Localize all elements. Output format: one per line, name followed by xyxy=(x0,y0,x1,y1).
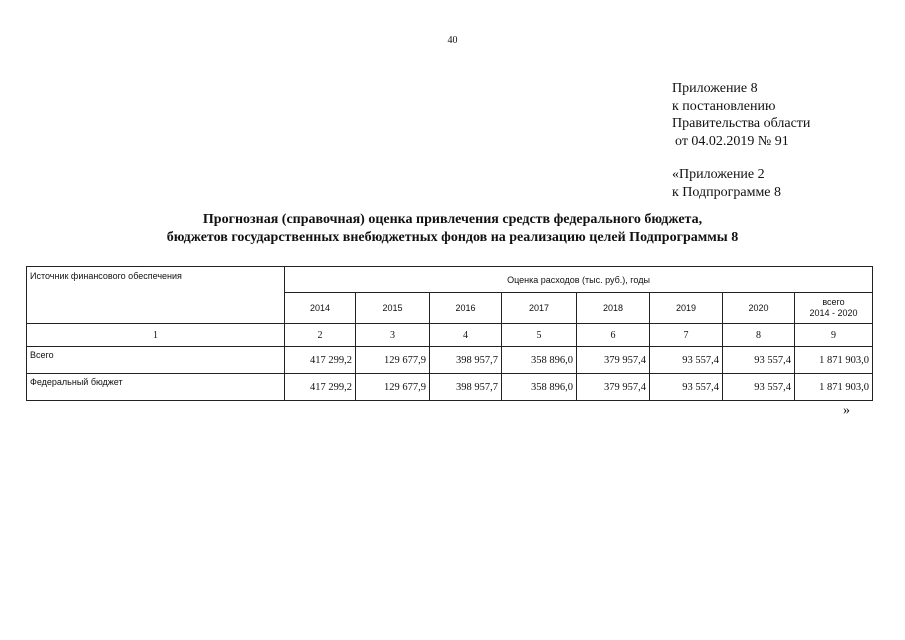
appendix-line-3: Правительства области xyxy=(672,116,811,131)
column-number: 2 xyxy=(285,324,356,347)
table-cell: 398 957,7 xyxy=(430,347,502,374)
year-header: 2016 xyxy=(430,293,502,324)
appendix-line-4: от 04.02.2019 № 91 xyxy=(675,133,789,149)
total-header-line-1: всего xyxy=(822,297,845,307)
table-cell: 129 677,9 xyxy=(356,347,430,374)
table-row-total xyxy=(27,347,873,374)
table-cell: 93 557,4 xyxy=(650,374,723,401)
column-number: 3 xyxy=(356,324,430,347)
title-line-2: бюджетов государственных внебюджетных фондов на реализацию целей Подпрограммы 8 xyxy=(166,229,739,245)
table-cell: 93 557,4 xyxy=(723,347,795,374)
table-cell: 379 957,4 xyxy=(577,347,650,374)
row-label: Всего xyxy=(27,347,285,374)
column-number: 6 xyxy=(577,324,650,347)
appendix-block xyxy=(672,80,810,201)
appendix-line-5: «Приложение 2 xyxy=(672,167,765,182)
table-cell: 93 557,4 xyxy=(723,374,795,401)
table-cell: 93 557,4 xyxy=(650,347,723,374)
table-cell: 358 896,0 xyxy=(502,347,577,374)
year-header: 2017 xyxy=(502,293,577,324)
appendix-line-1: Приложение 8 xyxy=(672,81,758,96)
table-cell: 379 957,4 xyxy=(577,374,650,401)
year-header: 2015 xyxy=(356,293,430,324)
total-header-line-2: 2014 - 2020 xyxy=(809,308,858,318)
column-number-row xyxy=(27,324,873,347)
budget-table xyxy=(26,266,873,401)
year-header: 2018 xyxy=(577,293,650,324)
table-cell: 129 677,9 xyxy=(356,374,430,401)
column-number: 5 xyxy=(502,324,577,347)
year-header: 2019 xyxy=(650,293,723,324)
total-header xyxy=(795,293,873,324)
row-label: Федеральный бюджет xyxy=(27,374,285,401)
closing-quote: » xyxy=(843,403,850,418)
estimate-header: Оценка расходов (тыс. руб.), годы xyxy=(285,267,873,293)
source-header: Источник финансового обеспечения xyxy=(27,267,285,324)
title-line-1: Прогнозная (справочная) оценка привлечения средств федерального бюджета, xyxy=(202,212,703,227)
table-cell: 358 896,0 xyxy=(502,374,577,401)
column-number: 1 xyxy=(27,324,285,347)
year-header: 2014 xyxy=(285,293,356,324)
column-number: 7 xyxy=(650,324,723,347)
page-number: 40 xyxy=(447,35,458,46)
column-number: 4 xyxy=(430,324,502,347)
column-number: 8 xyxy=(723,324,795,347)
table-cell: 398 957,7 xyxy=(430,374,502,401)
table-cell: 1 871 903,0 xyxy=(795,374,873,401)
appendix-line-2: к постановлению xyxy=(672,98,776,114)
document-title xyxy=(0,211,905,246)
table-cell: 417 299,2 xyxy=(285,374,356,401)
year-header: 2020 xyxy=(723,293,795,324)
column-number: 9 xyxy=(795,324,873,347)
table-cell: 417 299,2 xyxy=(285,347,356,374)
appendix-line-6: к Подпрограмме 8 xyxy=(672,184,782,200)
table-cell: 1 871 903,0 xyxy=(795,347,873,374)
table-row-federal xyxy=(27,374,873,401)
